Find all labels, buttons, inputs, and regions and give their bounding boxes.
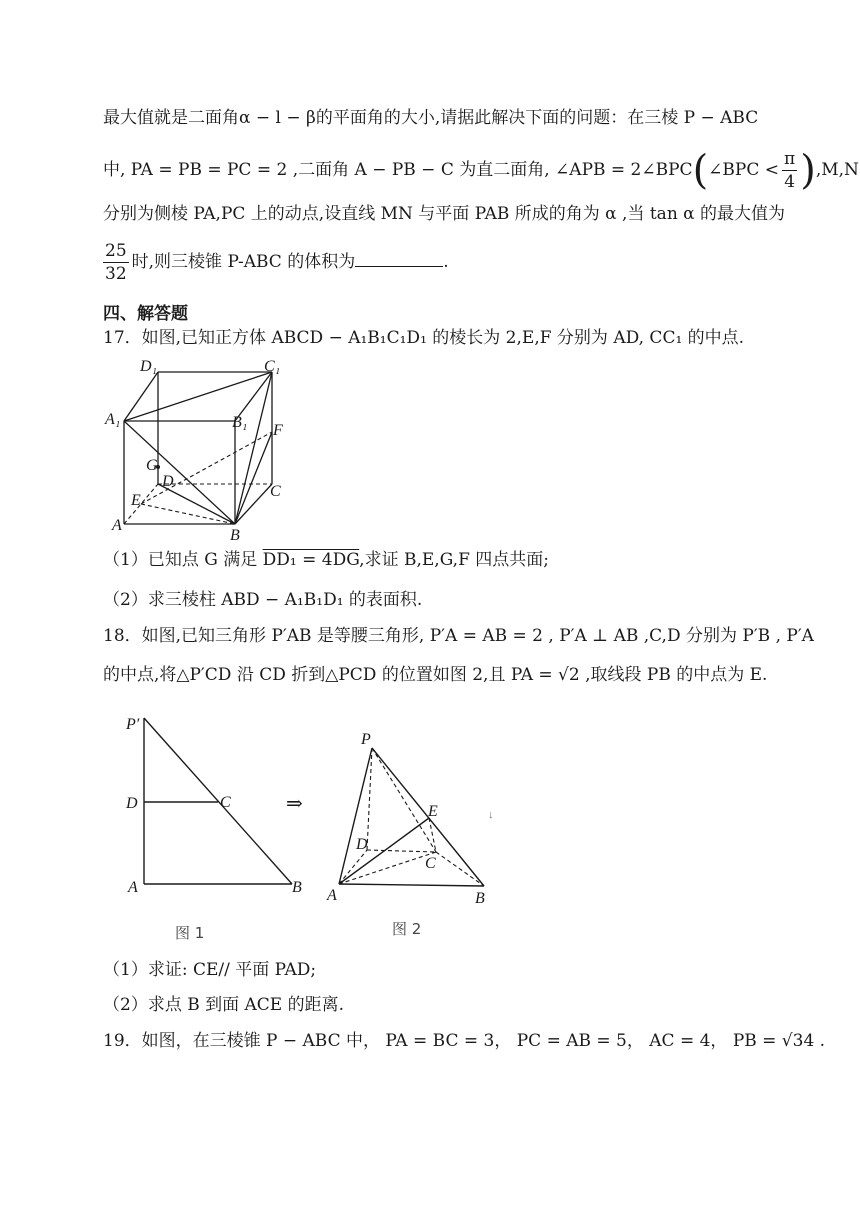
q18-sub1: （1）求证: CE// 平面 PAD; <box>103 960 317 980</box>
label-a1: A₁ <box>105 411 121 428</box>
q18-sub2: （2）求点 B 到面 ACE 的距离. <box>103 995 345 1015</box>
q18-stem-1: 18．如图,已知三角形 P′AB 是等腰三角形, P′A = AB = 2 , P′A ⊥ AB ,C,D 分别为 P′B , P′A <box>103 626 814 646</box>
fig1-label-d: D <box>126 795 138 812</box>
fraction-25-32 <box>103 240 129 285</box>
vector-equation: DD₁ = 4DG <box>262 550 360 570</box>
frac-num-pi: π <box>784 149 796 169</box>
section-heading: 四、解答题 <box>103 304 188 324</box>
cube-figure <box>100 358 300 543</box>
p16-line-2c: ,M,N <box>815 160 859 180</box>
q17-sub1-a: （1）已知点 G 满足 <box>103 550 258 570</box>
q18-stem-2: 的中点,将△P′CD 沿 CD 折到△PCD 的位置如图 2,且 PA = √2 ,取线段 PB 的中点为 E. <box>103 665 768 685</box>
left-paren: ( <box>692 147 709 194</box>
q17-sub2: （2）求三棱柱 ABD − A₁B₁D₁ 的表面积. <box>103 590 423 610</box>
fig2-label-a: A <box>327 887 337 904</box>
fig1-label-a: A <box>128 879 138 896</box>
fig1-caption: 图 1 <box>175 924 205 942</box>
right-paren: ) <box>800 147 816 194</box>
frac-num: 25 <box>105 241 127 261</box>
fold-figures <box>120 706 520 946</box>
p16-end: . <box>443 252 449 272</box>
p16-line-4 <box>103 240 449 285</box>
p16-line-2a: 中, PA = PB = PC = 2 ,二面角 A − PB − C 为直二面角, ∠APB = 2∠BPC <box>103 160 693 180</box>
fig1-label-c: C <box>220 794 231 811</box>
arrow-implies: ⇒ <box>286 793 303 815</box>
stray-mark: ↓ <box>488 809 494 821</box>
fig2-label-e: E <box>428 803 438 820</box>
p16-line-1: 最大值就是二面角α − l − β的平面角的大小,请据此解决下面的问题：在三棱 P − ABC <box>103 108 759 128</box>
label-d1: D₁ <box>140 358 158 375</box>
fig2-label-b: B <box>475 890 485 907</box>
p16-line-2 <box>103 148 859 193</box>
label-b: B <box>230 527 240 543</box>
label-b1: B₁ <box>232 414 248 431</box>
fig1-label-p: P′ <box>126 716 140 733</box>
label-d: D <box>162 473 174 490</box>
frac-den: 32 <box>105 264 127 284</box>
label-g: G <box>146 457 158 474</box>
label-f: F <box>273 422 283 439</box>
fig2-caption: 图 2 <box>392 920 422 938</box>
fig2-label-p: P <box>361 731 371 748</box>
p16-line-2b: ∠BPC < <box>708 160 780 180</box>
fig2-label-d: D <box>356 836 368 853</box>
q17-stem: 17．如图,已知正方体 ABCD − A₁B₁C₁D₁ 的棱长为 2,E,F 分别为 AD, CC₁ 的中点. <box>103 328 745 348</box>
p16-line-4-text: 时,则三棱锥 P-ABC 的体积为 <box>131 252 356 272</box>
fig2-label-c: C <box>425 855 436 872</box>
pi-over-four <box>782 148 797 193</box>
label-e: E <box>131 492 141 509</box>
label-c1: C₁ <box>264 358 281 375</box>
fig1-label-b: B <box>292 879 302 896</box>
q19-stem: 19．如图，在三棱锥 P − ABC 中， PA = BC = 3， PC = AB = 5， AC = 4， PB = √34 . <box>103 1031 826 1051</box>
label-c: C <box>270 483 281 500</box>
frac-den-four: 4 <box>784 172 796 192</box>
q17-sub1-b: ,求证 B,E,G,F 四点共面; <box>359 550 549 570</box>
p16-line-3: 分别为侧棱 PA,PC 上的动点,设直线 MN 与平面 PAB 所成的角为 α ,当 tan α 的最大值为 <box>103 204 786 224</box>
label-a: A <box>112 517 122 534</box>
answer-blank <box>355 250 443 267</box>
q17-sub1 <box>103 548 549 572</box>
